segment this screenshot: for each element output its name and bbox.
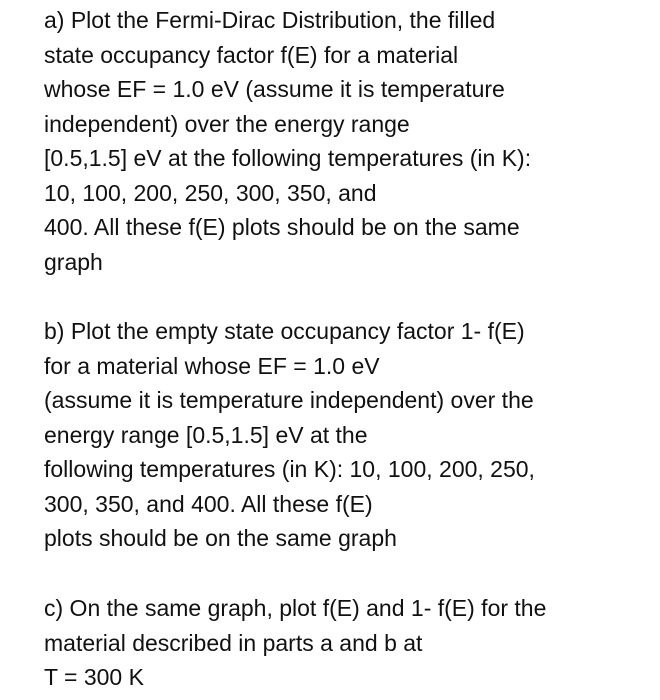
part-a-line: whose EF = 1.0 eV (assume it is temperature <box>44 76 505 102</box>
part-b-line: following temperatures (in K): 10, 100, 200, 250, <box>44 456 535 482</box>
part-b-line: 300, 350, and 400. All these f(E) <box>44 490 373 517</box>
part-c-line: c) On the same graph, plot f(E) and 1- f(E) for the <box>44 595 547 621</box>
part-a-paragraph <box>44 3 654 279</box>
part-a-line: [0.5,1.5] eV at the following temperatures (in K): <box>44 145 532 171</box>
part-a-line: independent) over the energy range <box>44 110 410 137</box>
part-a-line: 400. All these f(E) plots should be on the same <box>44 214 520 240</box>
part-b-line: energy range [0.5,1.5] eV at the <box>44 421 368 448</box>
part-b-line: for a material whose EF = 1.0 eV <box>44 352 380 379</box>
part-a-line: graph <box>44 248 103 275</box>
part-b-line: plots should be on the same graph <box>44 525 397 551</box>
part-b-line: (assume it is temperature independent) over the <box>44 387 534 413</box>
part-b-line: b) Plot the empty state occupancy factor 1- f(E) <box>44 318 525 344</box>
part-a-line: 10, 100, 200, 250, 300, 350, and <box>44 179 377 206</box>
part-c-paragraph <box>44 591 654 695</box>
part-c-line: material described in parts a and b at <box>44 629 423 656</box>
part-c-line: T = 300 K <box>44 664 144 690</box>
part-a-line: state occupancy factor f(E) for a material <box>44 41 459 68</box>
part-b-paragraph <box>44 314 654 556</box>
part-a-line: a) Plot the Fermi-Dirac Distribution, the filled <box>44 7 496 33</box>
